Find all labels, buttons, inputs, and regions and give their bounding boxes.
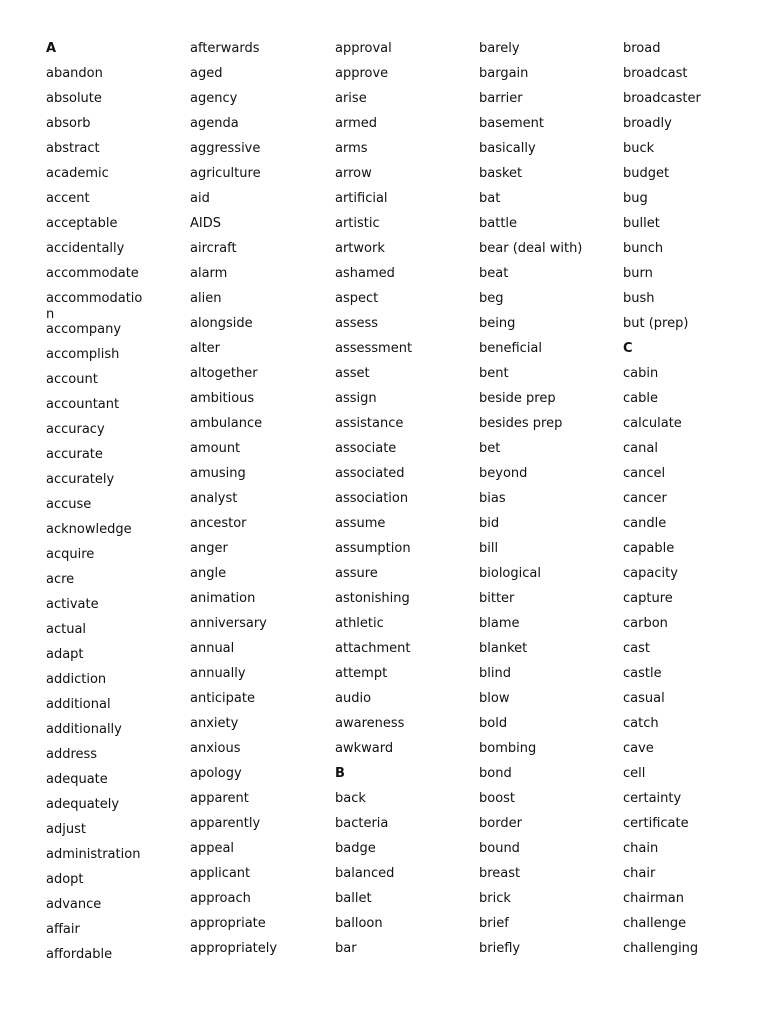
word-entry: bound [479, 841, 520, 856]
word-entry: bargain [479, 66, 529, 81]
word-entry: aircraft [190, 241, 237, 256]
word-entry: bid [479, 516, 500, 531]
word-entry: beg [479, 291, 504, 306]
word-entry: audio [335, 691, 372, 706]
word-column-2 [190, 41, 310, 966]
word-entry: additionally [46, 722, 122, 737]
word-entry: ancestor [190, 516, 247, 531]
word-entry: adjust [46, 822, 86, 837]
word-entry: catch [623, 716, 659, 731]
word-entry: alter [190, 341, 221, 356]
word-entry: beyond [479, 466, 528, 481]
word-entry: ambulance [190, 416, 263, 431]
word-entry: association [335, 491, 409, 506]
word-entry: chain [623, 841, 659, 856]
word-entry: barrier [479, 91, 523, 106]
word-entry: bat [479, 191, 501, 206]
word-entry: apparent [190, 791, 249, 806]
word-entry: broadcast [623, 66, 688, 81]
word-entry: cabin [623, 366, 659, 381]
word-entry: blow [479, 691, 510, 706]
word-entry: bacteria [335, 816, 389, 831]
word-entry: canal [623, 441, 658, 456]
word-entry: associate [335, 441, 397, 456]
word-entry: approval [335, 41, 392, 56]
word-entry: broad [623, 41, 661, 56]
word-entry: chairman [623, 891, 684, 906]
word-entry: assign [335, 391, 377, 406]
word-entry: breast [479, 866, 521, 881]
word-entry: applicant [190, 866, 251, 881]
word-entry: approve [335, 66, 389, 81]
word-entry: battle [479, 216, 518, 231]
word-entry: assess [335, 316, 379, 331]
word-entry: animation [190, 591, 256, 606]
word-entry: bar [335, 941, 357, 956]
word-entry: bet [479, 441, 501, 456]
word-entry: affordable [46, 947, 113, 962]
word-entry: agenda [190, 116, 239, 131]
word-entry: buck [623, 141, 655, 156]
word-entry: barely [479, 41, 520, 56]
word-entry: accent [46, 191, 90, 206]
word-entry: address [46, 747, 98, 762]
word-entry: being [479, 316, 516, 331]
word-entry: anxious [190, 741, 241, 756]
word-entry: brief [479, 916, 509, 931]
word-entry: candle [623, 516, 667, 531]
word-entry: beat [479, 266, 509, 281]
word-entry: adapt [46, 647, 84, 662]
word-entry: account [46, 372, 98, 387]
word-entry: absorb [46, 116, 91, 131]
word-entry: appropriately [190, 941, 278, 956]
word-entry: challenge [623, 916, 687, 931]
word-entry: bond [479, 766, 512, 781]
word-column-3 [335, 41, 455, 966]
word-entry: assistance [335, 416, 404, 431]
word-entry: cast [623, 641, 650, 656]
word-entry: apology [190, 766, 242, 781]
word-entry: boost [479, 791, 516, 806]
section-letter-heading: C [623, 341, 633, 356]
word-entry: assure [335, 566, 378, 581]
word-column-5 [623, 41, 743, 966]
word-entry: carbon [623, 616, 668, 631]
word-entry: accompany [46, 322, 122, 337]
word-entry: appropriate [190, 916, 266, 931]
word-entry: bill [479, 541, 499, 556]
word-entry: accurately [46, 472, 115, 487]
word-entry: abandon [46, 66, 103, 81]
word-entry: accidentally [46, 241, 125, 256]
word-entry: basement [479, 116, 544, 131]
word-entry: afterwards [190, 41, 260, 56]
word-entry: besides prep [479, 416, 563, 431]
word-entry: analyst [190, 491, 238, 506]
word-entry: accuracy [46, 422, 105, 437]
word-entry: calculate [623, 416, 682, 431]
section-letter-heading: B [335, 766, 345, 781]
word-entry: additional [46, 697, 111, 712]
word-entry: arms [335, 141, 368, 156]
word-entry: certainty [623, 791, 682, 806]
word-entry: ashamed [335, 266, 395, 281]
word-entry: aged [190, 66, 223, 81]
word-entry: certificate [623, 816, 689, 831]
word-entry: blame [479, 616, 520, 631]
word-entry: athletic [335, 616, 384, 631]
word-entry: affair [46, 922, 80, 937]
word-entry: but (prep) [623, 316, 689, 331]
word-entry: bullet [623, 216, 660, 231]
word-entry: annually [190, 666, 246, 681]
word-entry: cell [623, 766, 646, 781]
word-entry: bold [479, 716, 508, 731]
word-entry: cable [623, 391, 658, 406]
word-entry: activate [46, 597, 99, 612]
word-entry: acquire [46, 547, 95, 562]
word-entry: accommodate [46, 266, 139, 281]
word-entry: altogether [190, 366, 258, 381]
word-entry: adopt [46, 872, 84, 887]
word-entry: chair [623, 866, 656, 881]
word-entry: back [335, 791, 366, 806]
word-entry: ambitious [190, 391, 255, 406]
word-entry: accuse [46, 497, 92, 512]
word-entry: briefly [479, 941, 521, 956]
word-entry: arise [335, 91, 367, 106]
word-entry: academic [46, 166, 109, 181]
word-entry: capable [623, 541, 675, 556]
word-entry: angle [190, 566, 227, 581]
word-entry: capture [623, 591, 673, 606]
word-entry: approach [190, 891, 251, 906]
word-entry: blind [479, 666, 511, 681]
word-entry: acceptable [46, 216, 118, 231]
word-entry: apparently [190, 816, 261, 831]
word-entry: beneficial [479, 341, 543, 356]
word-entry: agriculture [190, 166, 261, 181]
word-entry: acknowledge [46, 522, 132, 537]
word-entry: accountant [46, 397, 120, 412]
word-entry: amount [190, 441, 241, 456]
word-entry: blanket [479, 641, 528, 656]
word-entry: armed [335, 116, 377, 131]
word-entry: accommodation [46, 291, 143, 322]
word-entry: aid [190, 191, 210, 206]
word-entry: bent [479, 366, 509, 381]
word-entry: artistic [335, 216, 380, 231]
word-entry: awareness [335, 716, 405, 731]
word-entry: administration [46, 847, 141, 862]
word-entry: absolute [46, 91, 102, 106]
word-entry: broadcaster [623, 91, 701, 106]
word-entry: associated [335, 466, 405, 481]
word-entry: ballet [335, 891, 372, 906]
word-entry: broadly [623, 116, 672, 131]
word-entry: alongside [190, 316, 253, 331]
word-entry: accomplish [46, 347, 120, 362]
word-entry: capacity [623, 566, 678, 581]
word-entry: anticipate [190, 691, 255, 706]
word-entry: aspect [335, 291, 379, 306]
word-entry: cave [623, 741, 654, 756]
word-entry: challenging [623, 941, 699, 956]
word-entry: advance [46, 897, 102, 912]
word-entry: addiction [46, 672, 107, 687]
word-entry: adequately [46, 797, 120, 812]
word-entry: astonishing [335, 591, 410, 606]
word-entry: assume [335, 516, 386, 531]
word-entry: acre [46, 572, 75, 587]
word-entry: aggressive [190, 141, 261, 156]
word-entry: bush [623, 291, 655, 306]
word-entry: border [479, 816, 522, 831]
word-entry: alien [190, 291, 222, 306]
word-entry: casual [623, 691, 665, 706]
word-entry: anxiety [190, 716, 239, 731]
word-entry: budget [623, 166, 670, 181]
section-letter-heading: A [46, 41, 57, 56]
word-entry: artwork [335, 241, 385, 256]
word-column-4 [479, 41, 594, 966]
word-entry: biological [479, 566, 541, 581]
word-entry: asset [335, 366, 370, 381]
word-entry: balanced [335, 866, 395, 881]
word-entry: basically [479, 141, 536, 156]
word-entry: alarm [190, 266, 228, 281]
word-entry: appeal [190, 841, 235, 856]
word-entry: bear (deal with) [479, 241, 583, 256]
word-entry: anger [190, 541, 228, 556]
word-entry: agency [190, 91, 238, 106]
word-entry: attachment [335, 641, 411, 656]
word-entry: amusing [190, 466, 246, 481]
word-entry: assumption [335, 541, 411, 556]
word-entry: brick [479, 891, 511, 906]
word-entry: attempt [335, 666, 388, 681]
word-entry: arrow [335, 166, 372, 181]
word-entry: badge [335, 841, 376, 856]
word-entry: AIDS [190, 216, 221, 231]
word-entry: awkward [335, 741, 394, 756]
word-entry: accurate [46, 447, 103, 462]
word-entry: castle [623, 666, 662, 681]
word-entry: bias [479, 491, 506, 506]
word-entry: bombing [479, 741, 537, 756]
word-entry: assessment [335, 341, 413, 356]
word-entry: bitter [479, 591, 515, 606]
word-entry: burn [623, 266, 653, 281]
word-entry: beside prep [479, 391, 556, 406]
word-entry: adequate [46, 772, 108, 787]
word-entry: cancer [623, 491, 667, 506]
word-entry: basket [479, 166, 523, 181]
word-entry: bunch [623, 241, 664, 256]
word-column-1 [46, 41, 150, 972]
word-entry: annual [190, 641, 235, 656]
word-entry: bug [623, 191, 648, 206]
word-entry: actual [46, 622, 87, 637]
word-entry: abstract [46, 141, 100, 156]
word-entry: anniversary [190, 616, 267, 631]
word-entry: cancel [623, 466, 666, 481]
word-entry: artificial [335, 191, 388, 206]
word-entry: balloon [335, 916, 383, 931]
